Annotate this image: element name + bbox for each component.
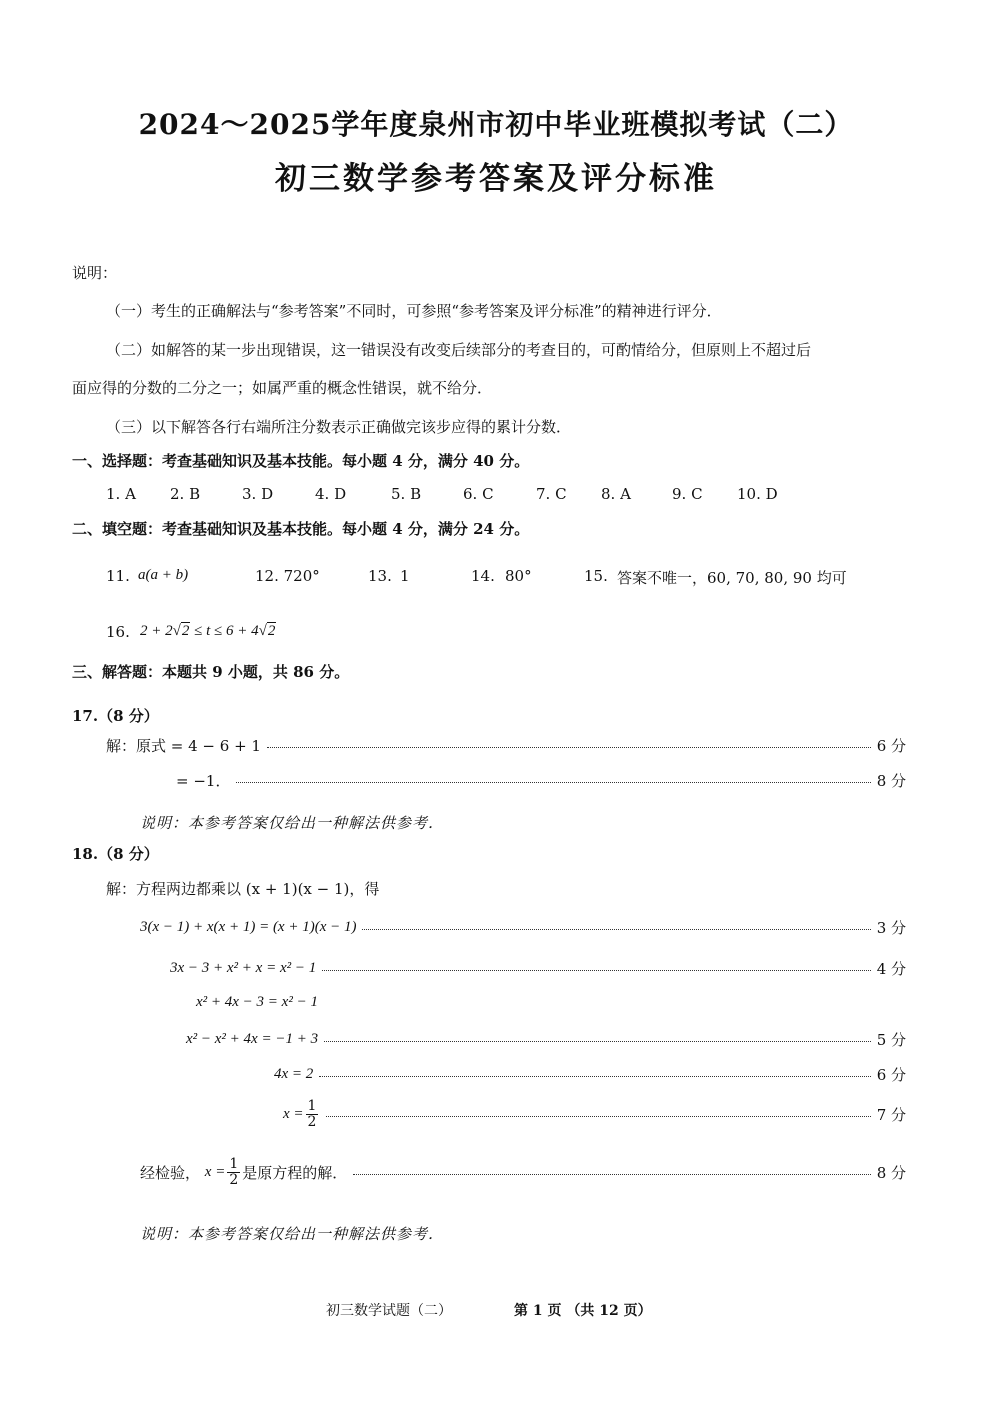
mc-answer: 7. C (536, 485, 567, 503)
score-label: 4 分 (876, 960, 906, 978)
footer-page-number: 第 1 页 （共 12 页） (514, 1303, 652, 1319)
mc-answer: 4. D (315, 485, 347, 503)
q17-title: 17.（8 分） (72, 707, 159, 725)
fill-14-number: 14. (471, 567, 495, 585)
note-2a: （二）如解答的某一步出现错误，这一错误没有改变后续部分的考查目的，可酌情给分，但原则上不超过后 (106, 341, 812, 359)
q18-intro: 解：方程两边都乘以 (x + 1)(x − 1)，得 (106, 880, 380, 898)
mc-answer: 3. D (242, 485, 274, 503)
score-label: 7 分 (876, 1105, 906, 1124)
fill-15-number: 15. (584, 567, 608, 585)
score-label: 6 分 (876, 1066, 906, 1084)
fill-13-answer: 1 (400, 567, 410, 585)
q18-step-1: 3(x − 1) + x(x + 1) = (x + 1)(x − 1) 3 分 (140, 919, 906, 937)
fill-13-number: 13. (368, 567, 392, 585)
fill-16-number: 16. (106, 623, 130, 641)
section3-heading: 三、解答题：本题共 9 小题，共 86 分。 (72, 663, 350, 681)
mc-answer: 6. C (463, 485, 494, 503)
mc-answer: 9. C (672, 485, 703, 503)
q17-step-2: = −1． 8 分 (176, 772, 906, 790)
mc-answer: 10. D (737, 485, 778, 503)
fraction: $\frac{1}{2}$ (307, 1098, 317, 1130)
mc-answer: 1. A (106, 485, 136, 503)
q18-step-2: 3x − 3 + x² + x = x² − 1 4 分 (170, 960, 906, 978)
page-title: 2024～2025学年度泉州市初中毕业班模拟考试（二） (138, 108, 854, 141)
fill-11-answer: a(a + b) (138, 567, 189, 583)
note-2b: 面应得的分数的二分之一；如属严重的概念性错误，就不给分． (72, 379, 493, 397)
mc-answer: 2. B (170, 485, 201, 503)
q18-title: 18.（8 分） (72, 845, 159, 863)
score-label: 6 分 (876, 737, 906, 755)
note-3: （三）以下解答各行右端所注分数表示正确做完该步应得的累计分数． (106, 418, 572, 436)
section2-heading: 二、填空题：考查基础知识及基本技能。每小题 4 分，满分 24 分。 (72, 520, 530, 538)
section1-heading: 一、选择题：考查基础知识及基本技能。每小题 4 分，满分 40 分。 (72, 452, 530, 470)
q18-step-4: x² − x² + 4x = −1 + 3 5 分 (186, 1031, 906, 1049)
mc-answer: 8. A (601, 485, 631, 503)
score-label: 3 分 (876, 919, 906, 937)
fill-12-answer: 12. 720° (255, 567, 320, 585)
q18-step-5: 4x = 2 6 分 (274, 1066, 906, 1084)
score-label: 8 分 (876, 772, 906, 790)
fill-14-answer: 80° (505, 567, 532, 585)
q17-step-1: 解：原式 = 4 − 6 + 1 6 分 (106, 737, 906, 755)
notes-heading: 说明： (72, 264, 118, 282)
q17-note: 说明：本参考答案仅给出一种解法供参考． (140, 814, 445, 832)
q18-note: 说明：本参考答案仅给出一种解法供参考． (140, 1225, 445, 1243)
fill-11-number: 11. (106, 567, 130, 585)
q18-step-3: x² + 4x − 3 = x² − 1 (196, 994, 318, 1010)
fraction: $\frac{1}{2}$ (229, 1156, 239, 1188)
score-label: 8 分 (876, 1163, 906, 1182)
q18-verification: 经检验， x = $\frac{1}{2}$ 是原方程的解． 8 分 (140, 1156, 906, 1188)
mc-answer: 5. B (391, 485, 422, 503)
q18-step-6: x = $\frac{1}{2}$ 7 分 (283, 1098, 906, 1130)
note-1: （一）考生的正确解法与“参考答案”不同时，可参照“参考答案及评分标准”的精神进行评分． (106, 302, 722, 320)
fill-16-answer: 2 + 2√2 ≤ t ≤ 6 + 4√2 (140, 623, 276, 639)
fill-15-answer: 答案不唯一，60, 70, 80, 90 均可 (617, 569, 847, 587)
score-label: 5 分 (876, 1031, 906, 1049)
footer-exam-name: 初三数学试题（二） (326, 1303, 452, 1319)
page-subtitle: 初三数学参考答案及评分标准 (275, 161, 717, 197)
